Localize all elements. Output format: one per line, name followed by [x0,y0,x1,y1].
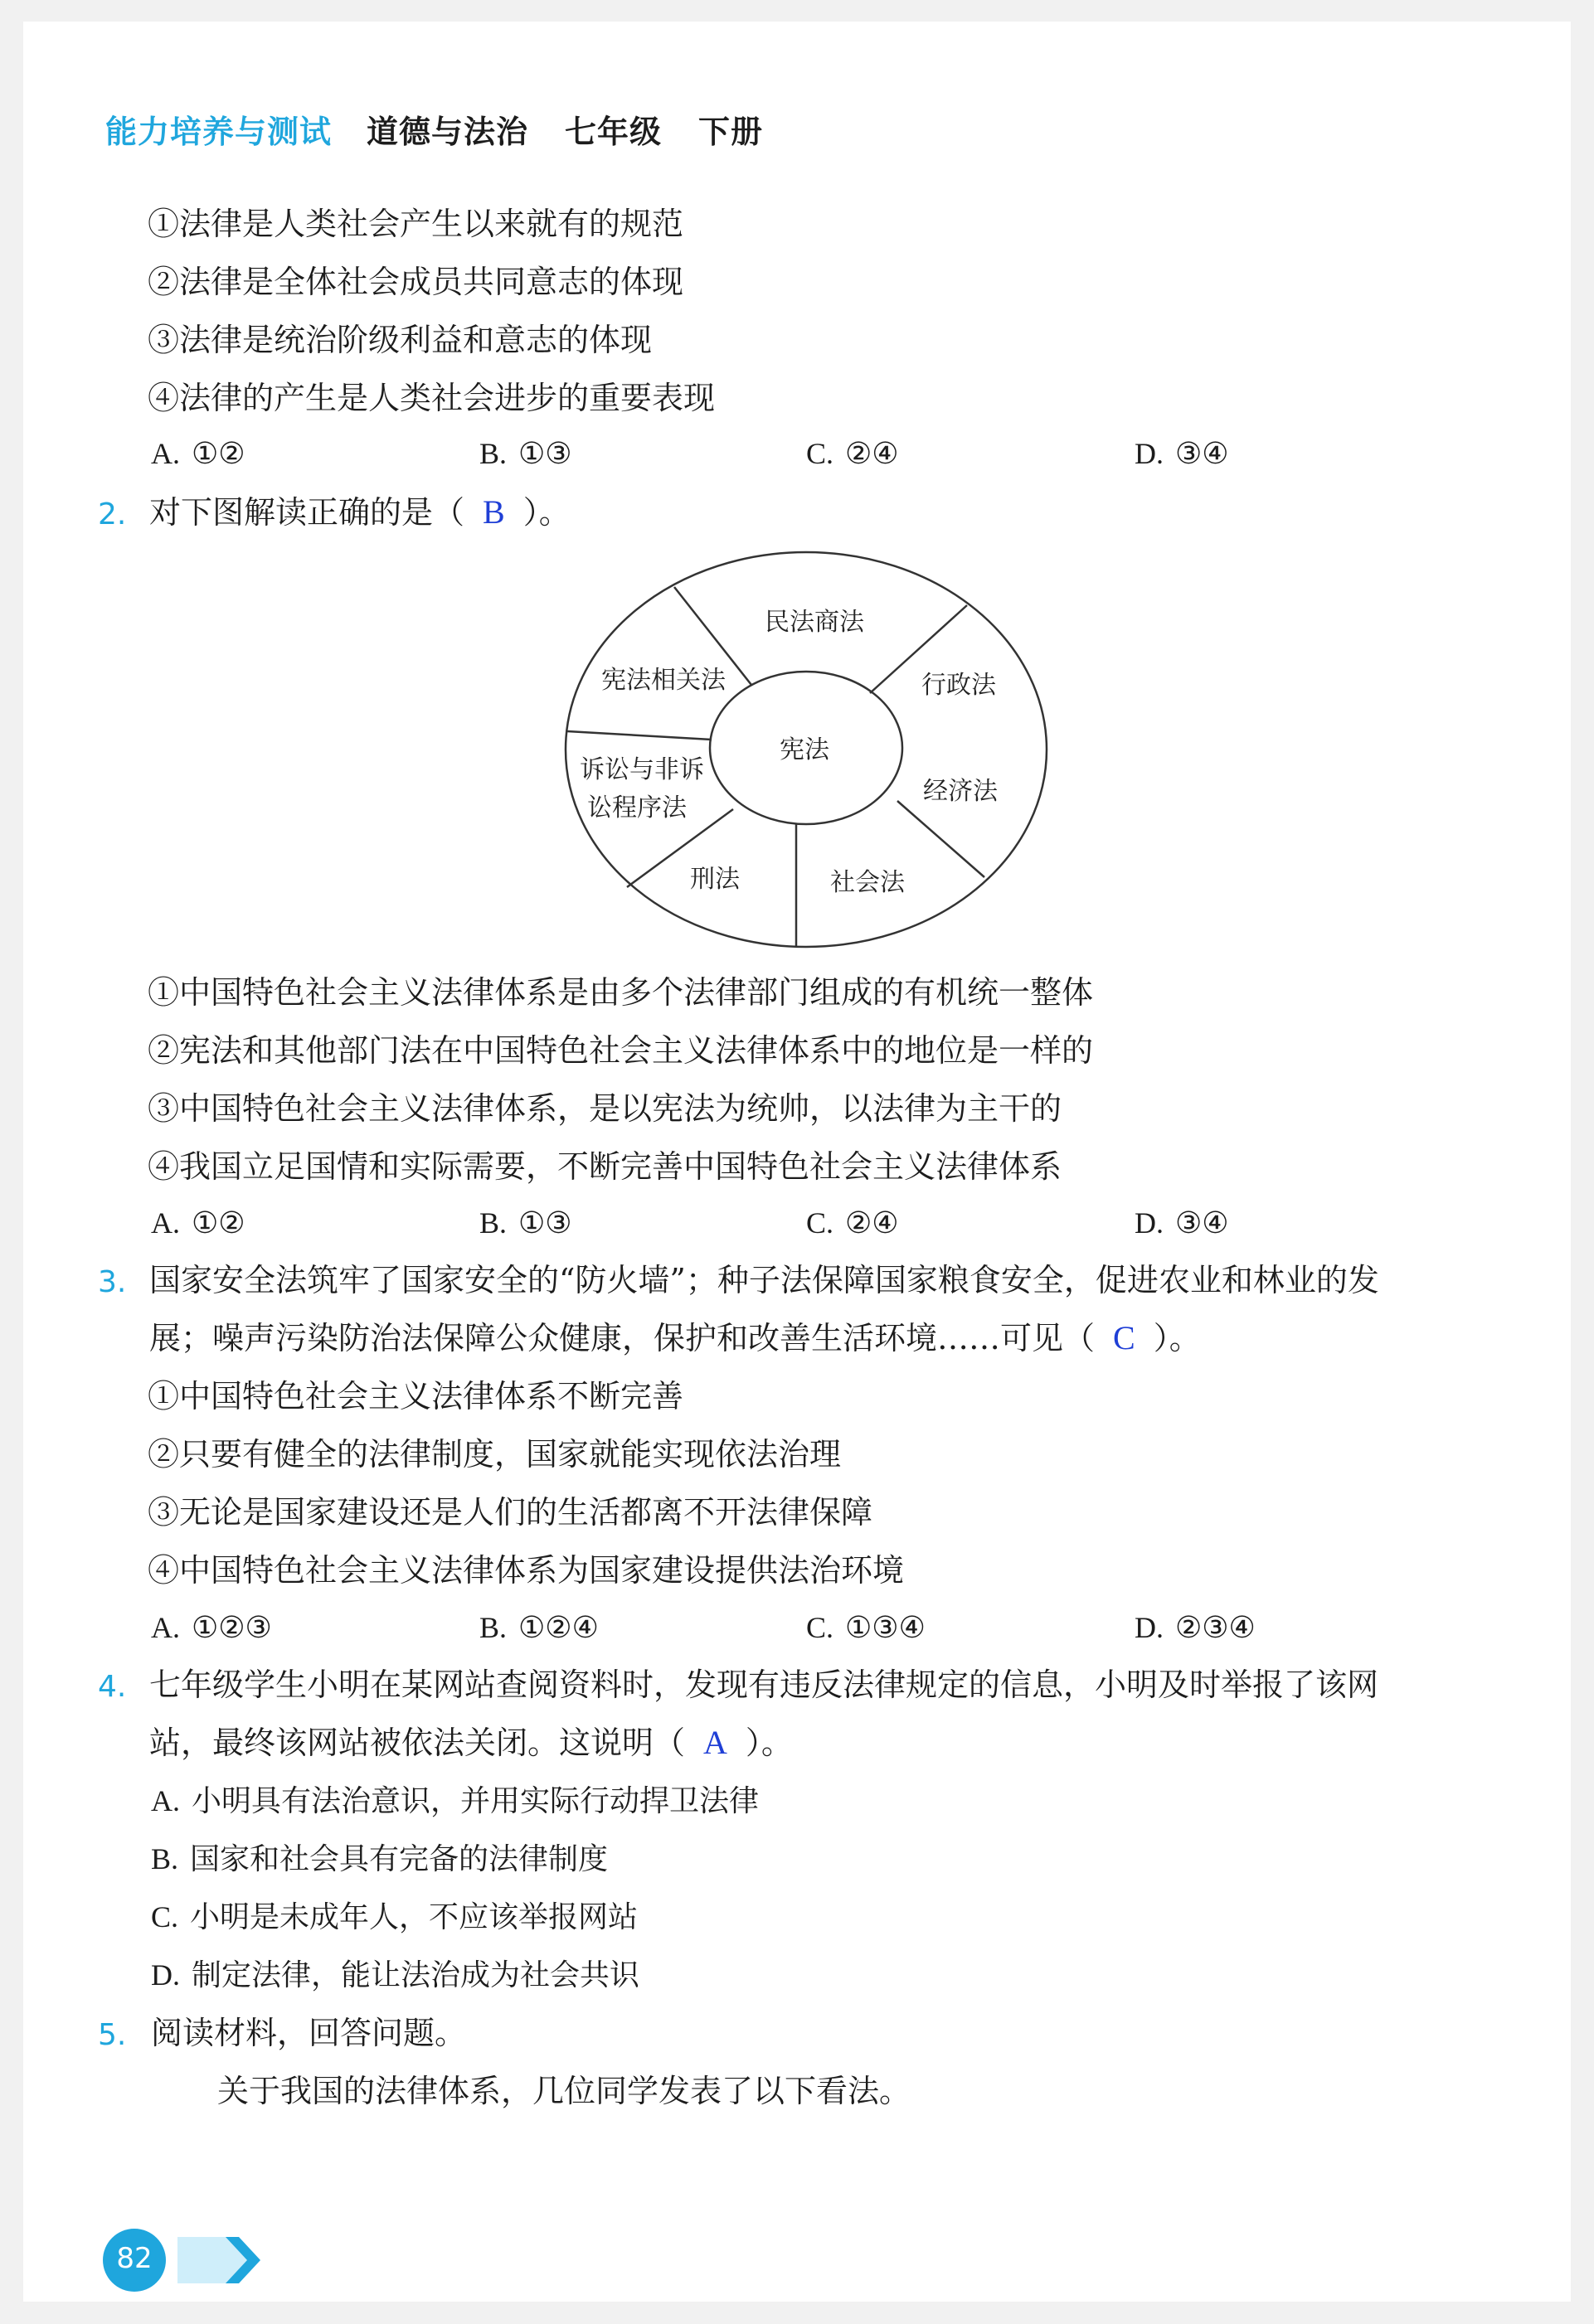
divider-line [567,731,712,740]
q3-option-b[interactable]: B. ①②④ [479,1611,599,1645]
q2-statement-3: ③中国特色社会主义法律体系，是以宪法为统帅，以法律为主干的 [148,1090,1062,1127]
header-brand: 能力培养与测试 [105,114,333,150]
q3-statement-2: ②只要有健全的法律制度，国家就能实现依法治理 [148,1436,842,1473]
sector-label: 行政法 [921,671,996,700]
running-header [105,106,763,152]
q4-option-a[interactable]: A. 小明具有法治意识，并用实际行动捍卫法律 [151,1784,760,1818]
sector-label: 民法商法 [765,608,864,637]
q3-stem-line1: 国家安全法筑牢了国家安全的“防火墙”；种子法保障国家粮食安全，促进农业和林业的发 [149,1262,1379,1298]
q1-statement-3: ③法律是统治阶级利益和意志的体现 [148,322,653,358]
header-volume: 下册 [698,114,764,150]
q1-statement-4: ④法律的产生是人类社会进步的重要表现 [148,380,716,416]
sector-label-center: 宪法 [780,735,829,764]
divider-line [897,801,984,877]
q1-option-a[interactable]: A. ①② [151,437,245,471]
q3-statement-3: ③无论是国家建设还是人们的生活都离不开法律保障 [148,1494,873,1531]
header-grade: 七年级 [565,114,663,150]
q4-stem-line2: 站，最终该网站被依法关闭。这说明（ A ）。 [149,1724,793,1761]
q2-option-c[interactable]: C. ②④ [806,1206,899,1240]
sector-label: 经济法 [923,777,998,806]
sector-label: 宪法相关法 [601,666,726,695]
sector-label: 诉讼与非诉 [580,755,704,784]
q3-answer: C [1113,1319,1135,1356]
legal-system-diagram [559,547,1057,953]
page-number-badge [101,2227,292,2297]
q3-number: 3. [98,1265,127,1299]
q4-answer: A [703,1724,727,1761]
sector-label: 刑法 [690,865,740,894]
q2-number: 2. [98,497,127,531]
q1-option-b[interactable]: B. ①③ [479,437,572,471]
q3-statement-4: ④中国特色社会主义法律体系为国家建设提供法治环境 [148,1552,905,1589]
q3-option-a[interactable]: A. ①②③ [151,1611,272,1645]
q4-option-b[interactable]: B. 国家和社会具有完备的法律制度 [151,1842,609,1876]
q3-statement-1: ①中国特色社会主义法律体系不断完善 [148,1378,684,1414]
q5-material: 关于我国的法律体系，几位同学发表了以下看法。 [217,2073,911,2109]
header-subject: 道德与法治 [367,114,529,150]
q3-option-d[interactable]: D. ②③④ [1135,1611,1256,1645]
page-number: 82 [116,2242,153,2275]
q3-stem-line2: 展；噪声污染防治法保障公众健康，保护和改善生活环境……可见（ C ）。 [149,1319,1201,1356]
q2-statement-1: ①中国特色社会主义法律体系是由多个法律部门组成的有机统一整体 [148,974,1094,1011]
q3-option-c[interactable]: C. ①③④ [806,1611,926,1645]
q4-option-d[interactable]: D. 制定法律，能让法治成为社会共识 [151,1958,640,1992]
q2-statement-2: ②宪法和其他部门法在中国特色社会主义法律体系中的地位是一样的 [148,1032,1094,1069]
q1-option-d[interactable]: D. ③④ [1135,437,1229,471]
q2-stem: 对下图解读正确的是（ B ）。 [149,493,571,531]
sector-label: 讼程序法 [587,793,687,822]
q1-statement-2: ②法律是全体社会成员共同意志的体现 [148,264,684,300]
q4-stem-line1: 七年级学生小明在某网站查阅资料时，发现有违反法律规定的信息，小明及时举报了该网 [149,1667,1379,1703]
q2-option-a[interactable]: A. ①② [151,1206,245,1240]
q1-statement-1: ①法律是人类社会产生以来就有的规范 [148,206,684,242]
sector-label: 社会法 [830,868,905,897]
q2-option-d[interactable]: D. ③④ [1135,1206,1229,1240]
q5-stem: 阅读材料，回答问题。 [151,2015,467,2051]
q4-option-c[interactable]: C. 小明是未成年人，不应该举报网站 [151,1900,639,1934]
q4-number: 4. [98,1670,127,1704]
q2-option-b[interactable]: B. ①③ [479,1206,572,1240]
q2-answer: B [483,493,505,531]
q1-option-c[interactable]: C. ②④ [806,437,899,471]
q2-statement-4: ④我国立足国情和实际需要，不断完善中国特色社会主义法律体系 [148,1148,1062,1185]
q5-number: 5. [98,2018,127,2052]
